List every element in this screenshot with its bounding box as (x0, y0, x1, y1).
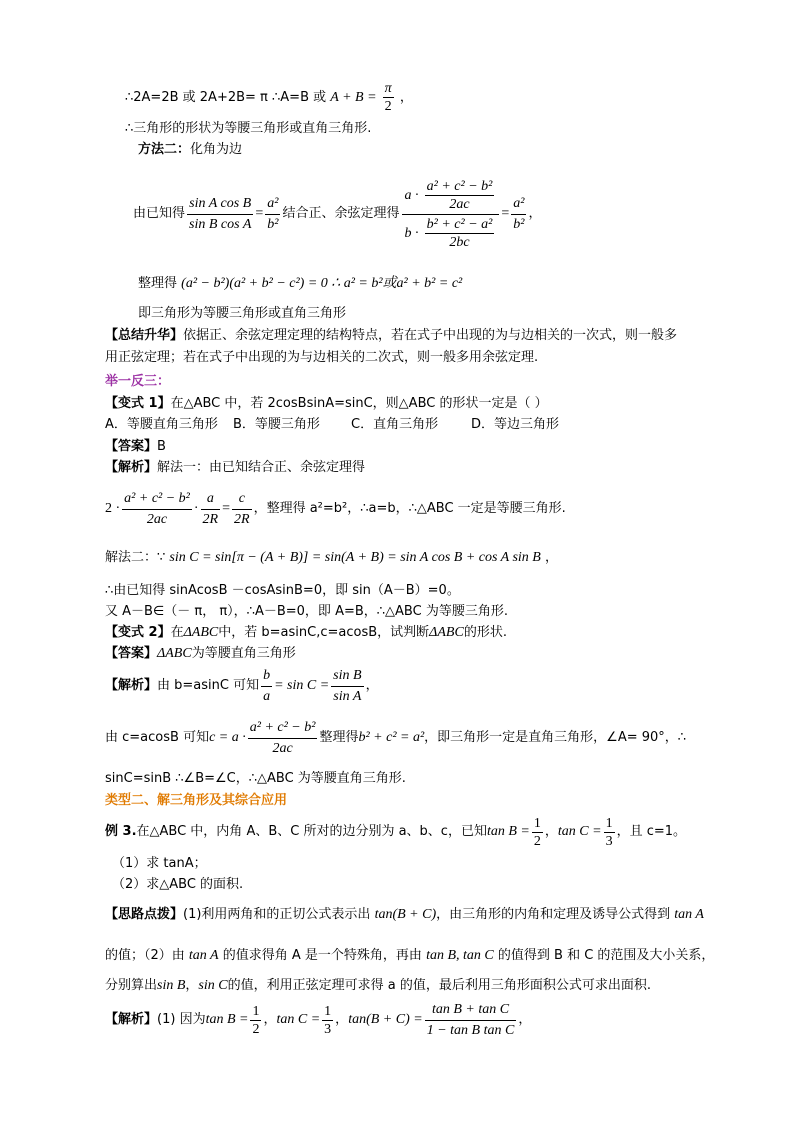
text: 在△ABC 中，若 2cosBsinA=sinC，则△ABC 的形状一定是（ ） (170, 396, 548, 411)
math: b² + c² = a² (358, 730, 425, 745)
text: ， (399, 90, 413, 105)
fraction (248, 718, 318, 759)
text: 由 c=acosB 可知 (105, 730, 210, 745)
math: = sin C = (274, 678, 330, 693)
text: 的形状. (463, 625, 507, 640)
num: a (201, 489, 221, 510)
text: ， (335, 1012, 349, 1027)
math: c = a · (209, 730, 246, 745)
variant-2-question (105, 624, 507, 642)
text: 分别算出 (105, 978, 158, 993)
den: 2 (533, 833, 541, 849)
num: 1 (324, 1003, 332, 1019)
fraction (331, 666, 363, 707)
label: 【解析】 (105, 1012, 158, 1027)
den: 3 (605, 833, 613, 849)
text: 由已知得 (133, 206, 186, 221)
equals: = (501, 206, 510, 221)
option-a: A．等腰直角三角形 (105, 417, 218, 432)
math: tan A (188, 948, 219, 963)
text: ∴2A=2B 或 2A+2B= π ∴A=B 或 (125, 90, 327, 105)
text: 的值，利用正弦定理可求得 a 的值，最后利用三角形面积公式可求出面积. (227, 978, 651, 993)
label: 【解析】 (105, 678, 158, 693)
text: 解法一：由已知结合正、余弦定理得 (157, 460, 366, 475)
variant-1-answer (105, 438, 166, 456)
example-3-part-2: （2）求△ABC 的面积. (112, 877, 244, 892)
text: 为等腰直角三角形 (191, 646, 296, 661)
text: 整理得 (138, 276, 178, 291)
section-heading-type-two: 类型二、解三角形及其综合应用 (105, 793, 288, 808)
variant-1-analysis (105, 459, 365, 477)
text: (1)利用两角和的正切公式表示出 (183, 907, 371, 922)
num: a² + c² − b² (248, 718, 318, 739)
text: 中，若 b=asinC,c=acosB，试判断 (218, 625, 430, 640)
den: sin A (333, 688, 362, 704)
text: 解法二：∵ (105, 550, 166, 565)
math: ΔABC (429, 625, 464, 640)
text: ， (528, 206, 542, 221)
line-simplification (138, 275, 462, 293)
text: 结合正、余弦定理得 (282, 206, 400, 221)
fraction (383, 80, 394, 115)
dot: · (193, 501, 199, 516)
line-solution-2 (105, 549, 558, 567)
math: sin C = sin[π − (A + B)] = sin(A + B) = sin A cos B + cos A sin B (169, 550, 541, 565)
line-solution-4: 又 A－B∈（－ π， π），∴A－B=0，即 A=B，∴△ABC 为等腰三角形. (105, 604, 508, 619)
text: ，且 c=1。 (616, 824, 687, 839)
math: tan B = (205, 1012, 249, 1027)
den: sin B cos A (189, 216, 252, 232)
num: a² + c² − b² (122, 489, 192, 510)
text: 由 b=asinC 可知 (157, 678, 260, 693)
fraction (425, 216, 495, 251)
variant-2-analysis-3: sinC=sinB ∴∠B=∠C，∴△ABC 为等腰直角三角形. (105, 771, 406, 786)
variant-1-options (105, 416, 559, 434)
den: a (263, 688, 271, 704)
num: sin A cos B (187, 194, 253, 215)
math: A + B = (330, 90, 377, 105)
math: tan C = (276, 1012, 321, 1027)
text: ，整理得 a²=b²，∴a=b，∴△ABC 一定是等腰三角形. (253, 501, 566, 516)
example-3-question (105, 812, 686, 852)
method-two-heading (138, 141, 242, 159)
text: 的值得到 B 和 C 的范围及大小关系， (497, 948, 715, 963)
coefficient: 2 · (105, 501, 121, 516)
text: ， (365, 678, 379, 693)
label: 【思路点拨】 (105, 907, 184, 922)
line-conclusion-2: 即三角形为等腰三角形或直角三角形 (138, 306, 347, 321)
fraction (250, 1003, 261, 1038)
label: 方法二： (138, 142, 191, 157)
den: 2bc (449, 234, 470, 250)
text: 化角为边 (190, 142, 243, 157)
num: tan B + tan C (425, 1000, 517, 1021)
den: 2ac (449, 196, 470, 212)
den: 2R (202, 511, 219, 527)
text: 的值；（2）由 (105, 948, 185, 963)
fraction (532, 815, 543, 850)
num: 1 (533, 815, 541, 831)
label: 【解析】 (105, 460, 158, 475)
label: 【总结升华】 (105, 328, 184, 343)
line-solution-3: ∴由已知得 sinAcosB －cosAsinB=0，即 sin（A－B）=0。 (105, 583, 460, 598)
label: 例 3. (105, 824, 137, 839)
text: (1) 因为 (157, 1012, 206, 1027)
line-solution-1 (105, 487, 566, 531)
text: ， (518, 1012, 532, 1027)
fraction (232, 489, 252, 530)
text: 的值求得角 A 是一个特殊角，再由 (222, 948, 422, 963)
variant-2-analysis-1 (105, 664, 379, 708)
hint-line-1 (105, 906, 704, 924)
fraction (187, 194, 253, 235)
label: 【变式 2】 (105, 625, 171, 640)
text: 依据正、余弦定理定理的结构特点，若在式子中出现的为与边相关的一次式，则一般多 (183, 328, 678, 343)
math: tan C = (557, 824, 602, 839)
den: 2R (234, 511, 250, 527)
text: ，即三角形一定是直角三角形，∠A= 90°，∴ (424, 730, 687, 745)
fraction (604, 815, 615, 850)
math: sin B (157, 978, 186, 993)
num: b² + c² − a² (426, 216, 493, 232)
num: a² + c² − b² (426, 178, 493, 194)
num: c (232, 489, 252, 510)
label: 【变式 1】 (105, 396, 171, 411)
math: tan A (674, 907, 704, 922)
den (402, 215, 500, 252)
fraction (425, 1000, 517, 1041)
compound-fraction (402, 177, 500, 252)
den: 3 (324, 1021, 332, 1037)
math: tan(B + C) (374, 907, 437, 922)
math: ΔABC (157, 646, 192, 661)
example-3-part-1: （1）求 tanA； (112, 856, 207, 871)
hint-line-2 (105, 947, 714, 965)
den: b² (267, 216, 279, 232)
example-3-analysis (105, 998, 531, 1042)
num: b (261, 666, 272, 687)
fraction (322, 1003, 333, 1038)
text: B (157, 439, 166, 454)
fraction (122, 489, 192, 530)
math: ΔABC (183, 625, 219, 640)
math: tan(B + C) = (348, 1012, 423, 1027)
fraction (265, 194, 280, 235)
num: a² (511, 194, 526, 215)
fraction (511, 194, 526, 235)
num: 1 (605, 815, 613, 831)
text: ， (263, 1012, 277, 1027)
factor: a · (404, 187, 419, 203)
den: 2ac (146, 511, 168, 527)
label: 【答案】 (105, 439, 158, 454)
math: (a² − b²)(a² + b² − c²) = 0 ∴ a² = b²或a² + b² = c² (181, 276, 463, 291)
num: a² (265, 194, 280, 215)
variant-2-answer (105, 645, 296, 663)
summary-line-1 (105, 327, 677, 345)
line-conclusion: ∴三角形的形状为等腰三角形或直角三角形. (125, 121, 372, 136)
option-c: C．直角三角形 (351, 417, 439, 432)
fraction (261, 666, 272, 707)
num: sin B (331, 666, 363, 687)
line-method-two-derivation (133, 172, 541, 256)
num: π (384, 81, 392, 96)
hint-line-3 (105, 977, 651, 995)
den: 1 − tan B tan C (426, 1022, 515, 1038)
num: 1 (252, 1003, 260, 1019)
text: ， (545, 550, 559, 565)
math: sin C (198, 978, 228, 993)
equals: = (222, 501, 231, 516)
option-d: D．等边三角形 (471, 417, 560, 432)
variant-2-analysis-2 (105, 716, 686, 760)
summary-line-2: 用正弦定理；若在式子中出现的为与边相关的二次式，则一般多用余弦定理. (105, 350, 539, 365)
num (402, 177, 500, 215)
variant-1-question (105, 395, 548, 413)
text: 在 (170, 625, 184, 640)
factor: b · (404, 225, 419, 241)
den: 2 (384, 99, 392, 114)
option-b: B．等腰三角形 (233, 417, 320, 432)
math: tan B = (486, 824, 530, 839)
den: 2 (252, 1021, 260, 1037)
equals: = (255, 206, 264, 221)
label: 【答案】 (105, 646, 158, 661)
fraction (425, 178, 495, 213)
text: 在△ABC 中，内角 A、B、C 所对的边分别为 a、b、c，已知 (136, 824, 487, 839)
text: ，由三角形的内角和定理及诱导公式得到 (436, 907, 671, 922)
math: tan B, tan C (426, 948, 494, 963)
text: ， (185, 978, 199, 993)
line-equation-result (125, 80, 413, 115)
den: 2ac (272, 740, 293, 756)
section-heading-practice: 举一反三： (105, 374, 171, 389)
fraction (201, 489, 221, 530)
text: 整理得 (319, 730, 359, 745)
den: b² (513, 216, 525, 232)
text: ， (544, 824, 558, 839)
